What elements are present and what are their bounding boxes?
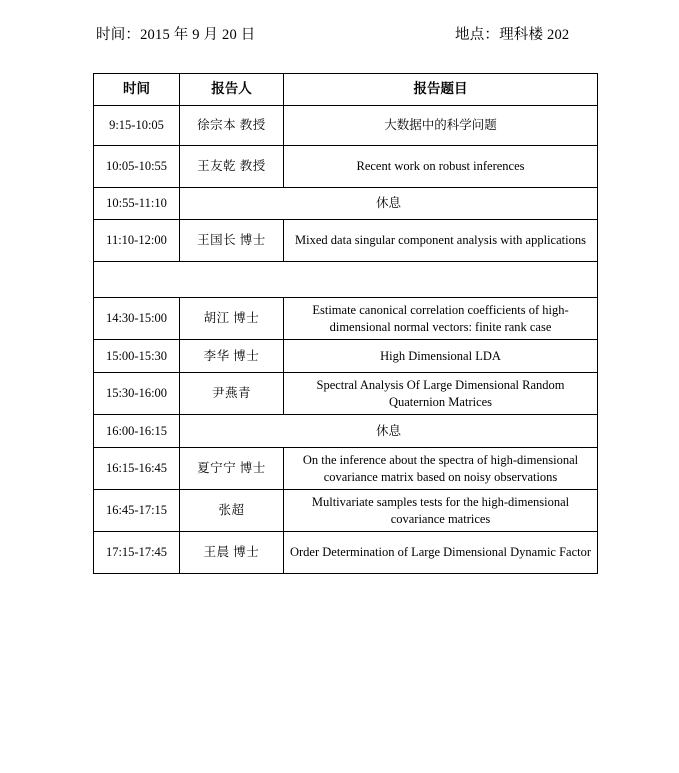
column-header-title: 报告题目 — [284, 74, 598, 106]
speaker-cell: 夏宁宁 博士 — [180, 448, 284, 490]
table-row — [94, 532, 598, 574]
speaker-cell: 张超 — [180, 490, 284, 532]
table-row-break — [94, 415, 598, 448]
speaker-cell: 胡江 博士 — [180, 298, 284, 340]
time-cell: 17:15-17:45 — [94, 532, 180, 574]
time-cell: 16:15-16:45 — [94, 448, 180, 490]
seminar-location-label: 地点：理科楼 202 — [455, 27, 570, 43]
schedule-table — [93, 73, 598, 574]
table-row — [94, 146, 598, 188]
time-cell: 16:00-16:15 — [94, 415, 180, 448]
column-header-time: 时间 — [94, 74, 180, 106]
title-cell: On the inference about the spectra of high-dimensional covariance matrix based on noisy observations — [284, 448, 598, 490]
title-cell: Mixed data singular component analysis with applications — [284, 220, 598, 262]
column-header-speaker: 报告人 — [180, 74, 284, 106]
table-row — [94, 448, 598, 490]
time-cell: 11:10-12:00 — [94, 220, 180, 262]
document-meta-line — [0, 23, 679, 43]
break-cell: 休息 — [180, 415, 598, 448]
break-cell: 休息 — [180, 188, 598, 220]
speaker-cell: 王晨 博士 — [180, 532, 284, 574]
table-row-empty — [94, 262, 598, 298]
title-cell: Recent work on robust inferences — [284, 146, 598, 188]
time-cell: 14:30-15:00 — [94, 298, 180, 340]
title-cell: Multivariate samples tests for the high-dimensional covariance matrices — [284, 490, 598, 532]
table-row-break — [94, 188, 598, 220]
time-cell: 10:05-10:55 — [94, 146, 180, 188]
time-cell: 15:30-16:00 — [94, 373, 180, 415]
table-row — [94, 220, 598, 262]
seminar-date-label: 时间：2015 年 9 月 20 日 — [96, 27, 256, 43]
time-cell: 9:15-10:05 — [94, 106, 180, 146]
speaker-cell: 徐宗本 教授 — [180, 106, 284, 146]
speaker-cell: 王友乾 教授 — [180, 146, 284, 188]
time-cell: 15:00-15:30 — [94, 340, 180, 373]
table-row — [94, 340, 598, 373]
title-cell: Spectral Analysis Of Large Dimensional Random Quaternion Matrices — [284, 373, 598, 415]
title-cell: High Dimensional LDA — [284, 340, 598, 373]
table-row — [94, 490, 598, 532]
speaker-cell: 王国长 博士 — [180, 220, 284, 262]
empty-row-cell — [94, 262, 598, 298]
table-row — [94, 298, 598, 340]
table-row — [94, 373, 598, 415]
table-row — [94, 106, 598, 146]
time-cell: 10:55-11:10 — [94, 188, 180, 220]
table-header-row — [94, 74, 598, 106]
speaker-cell: 李华 博士 — [180, 340, 284, 373]
title-cell: Estimate canonical correlation coefficients of high-dimensional normal vectors: finite rank case — [284, 298, 598, 340]
time-cell: 16:45-17:15 — [94, 490, 180, 532]
title-cell: 大数据中的科学问题 — [284, 106, 598, 146]
speaker-cell: 尹燕青 — [180, 373, 284, 415]
title-cell: Order Determination of Large Dimensional Dynamic Factor — [284, 532, 598, 574]
